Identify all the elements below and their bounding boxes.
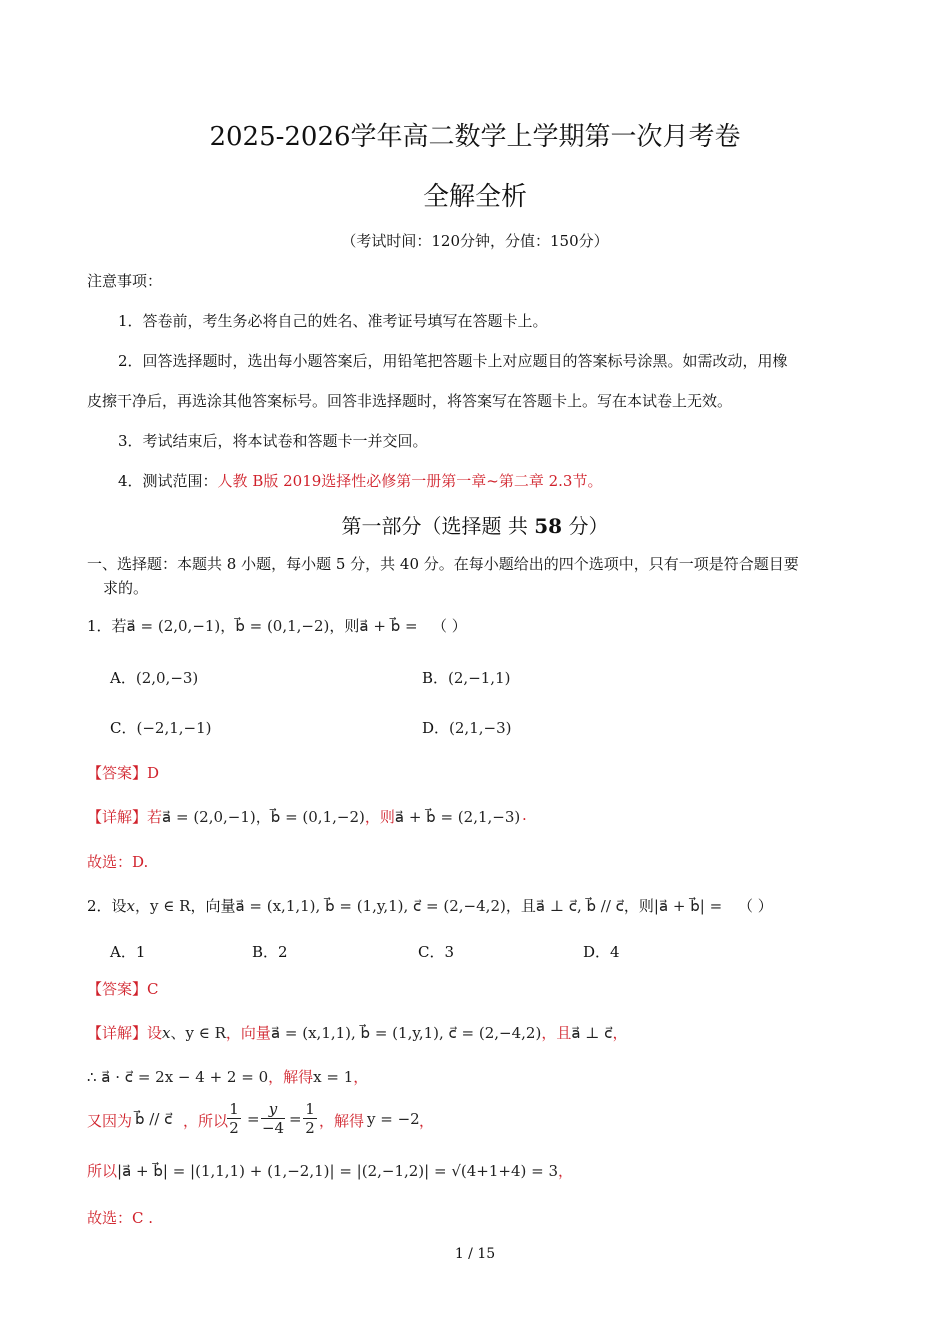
q1-option-a-label: A．	[110, 669, 136, 687]
part1-instructions-line2: 求的。	[103, 579, 149, 597]
q2-step3-math: |a⃗ + b⃗| = |(1,1,1) + (1,−2,1)| = |(2,−1,2)| = √(4+1+4) = 3	[117, 1162, 558, 1180]
q1-option-a-value: (2,0,−3)	[135, 669, 199, 687]
part1-title	[0, 510, 950, 539]
q2-step1-math: ∴ a⃗ · c⃗ = 2x − 4 + 2 = 0	[87, 1068, 269, 1086]
q2-step2-frac1-num: 1	[227, 1100, 241, 1119]
q2-step2-frac3-num: 1	[303, 1100, 317, 1119]
q2-step1-text: ，解得	[268, 1068, 314, 1086]
q1-detail	[87, 806, 520, 827]
q1-option-c-label: C．	[110, 719, 137, 737]
q2-detail-vector-label: ，向量	[225, 1024, 271, 1042]
question-2-stem	[87, 895, 722, 916]
q2-condition-label: ，且	[505, 897, 536, 915]
q1-detail-end: .	[522, 806, 527, 824]
note-item-4-range: 人教 B版 2019选择性必修第一册第一章~第二章 2.3节。	[217, 472, 603, 490]
q1-choose: 故选：D.	[87, 853, 149, 871]
q2-condition: a⃗ ⊥ c⃗, b⃗ // c⃗	[535, 897, 624, 915]
q2-answer	[87, 978, 159, 999]
q2-step2-eq-1: =	[247, 1110, 260, 1128]
q2-step-3	[87, 1160, 573, 1181]
q2-step2-end: ，	[419, 1112, 435, 1130]
q2-step2-so: ，所以	[183, 1112, 229, 1130]
note-item-4-prefix: 4．测试范围：	[118, 472, 218, 490]
q2-step2-fraction-2	[261, 1100, 285, 1137]
q1-answer-paren: （ ）	[432, 617, 467, 635]
q1-expression: a⃗ + b⃗ =	[359, 617, 418, 635]
q2-choose: 故选：C .	[87, 1209, 154, 1227]
q1-number: 1．若	[87, 617, 127, 635]
q1-answer	[87, 762, 159, 783]
q1-then: ，则	[329, 617, 360, 635]
q1-detail-label: 【详解】	[87, 808, 148, 826]
q1-option-c-value: (−2,1,−1)	[136, 719, 212, 737]
q2-step2-eq-2: =	[289, 1110, 302, 1128]
q1-option-b-value: (2,−1,1)	[448, 669, 511, 687]
q2-detail-set: 设	[147, 1024, 163, 1042]
q2-step2-frac3-den: 2	[305, 1119, 315, 1137]
q2-detail-x: x	[162, 1024, 171, 1042]
q1-vector-b: b⃗ = (0,1,−2)	[235, 617, 330, 635]
q2-option-b: B．2	[252, 943, 288, 961]
q2-answer-paren: （ ）	[738, 897, 773, 915]
q2-answer-label: 【答案】	[87, 980, 148, 998]
q1-sep: ，	[220, 617, 236, 635]
q2-then: ，则	[623, 897, 654, 915]
q2-step2-condition: b⃗ // c⃗	[135, 1110, 173, 1128]
q2-detail-label: 【详解】	[87, 1024, 148, 1042]
q1-detail-then: ，则	[364, 808, 395, 826]
q2-option-a: A．1	[110, 943, 146, 961]
q2-step2-frac1-den: 2	[229, 1119, 239, 1137]
q1-detail-if: 若	[147, 808, 163, 826]
q2-step3-end: ，	[558, 1162, 574, 1180]
note-item-2-line2: 皮擦干净后，再选涂其他答案标号。回答非选择题时，将答案写在答题卡上。写在本试卷上无效。	[87, 392, 733, 410]
part1-instructions-line1: 一、选择题：本题共 8 小题，每小题 5 分，共 40 分。在每小题给出的四个选项中，只有一项是符合题目要	[87, 555, 799, 573]
q1-detail-a: a⃗ = (2,0,−1)	[162, 808, 256, 826]
q2-expression: |a⃗ + b⃗| =	[653, 897, 723, 915]
q2-y-in-r: ，y ∈ R	[135, 897, 191, 915]
q2-step2-frac2-num: y	[261, 1100, 285, 1119]
q1-detail-b: ，b⃗ = (0,1,−2)	[255, 808, 365, 826]
q2-step3-prefix: 所以	[87, 1162, 118, 1180]
page-subtitle: 全解全析	[422, 182, 527, 212]
q2-detail-condition-label: ，且	[541, 1024, 572, 1042]
q2-step1-result: x = 1	[313, 1068, 354, 1086]
q1-option-a	[110, 667, 198, 688]
q2-detail	[87, 1022, 627, 1043]
q1-option-d-label: D．	[422, 719, 450, 737]
q2-step2-frac2-den: −4	[261, 1119, 285, 1137]
q2-number: 2．设	[87, 897, 127, 915]
q1-option-c	[110, 717, 212, 738]
page-number: 1 / 15	[454, 1246, 496, 1262]
q1-option-b	[422, 667, 510, 688]
q2-option-c: C．3	[418, 943, 455, 961]
q2-step2-fraction-3	[303, 1100, 317, 1137]
page-title: 2025-2026学年高二数学上学期第一次月考卷	[209, 122, 741, 152]
q2-step-1	[87, 1066, 368, 1087]
q2-detail-y-in-r: 、y ∈ R	[170, 1024, 226, 1042]
q1-answer-value: D	[147, 764, 160, 782]
note-item-1: 1．答卷前，考生务必将自己的姓名、准考证号填写在答题卡上。	[118, 312, 548, 330]
q2-detail-condition: a⃗ ⊥ c⃗	[571, 1024, 613, 1042]
q1-detail-result: a⃗ + b⃗ = (2,1,−3)	[394, 808, 521, 826]
q1-option-d-value: (2,1,−3)	[449, 719, 512, 737]
q2-step2-result: y = −2	[367, 1110, 420, 1128]
q1-option-d	[422, 717, 511, 738]
q2-answer-value: C	[147, 980, 159, 998]
q2-vectors: a⃗ = (x,1,1), b⃗ = (1,y,1), c⃗ = (2,−4,2)	[235, 897, 506, 915]
note-item-4	[118, 470, 602, 491]
question-1-stem	[87, 615, 418, 636]
q2-step2-fraction-1	[227, 1100, 241, 1137]
q2-step2-solve: ，解得	[319, 1112, 365, 1130]
part1-title-score: 58	[534, 514, 563, 538]
q2-x: x	[126, 897, 136, 915]
notes-heading: 注意事项：	[87, 272, 163, 290]
q1-vector-a: a⃗ = (2,0,−1)	[126, 617, 221, 635]
exam-info: （考试时间：120分钟，分值：150分）	[341, 232, 609, 250]
part1-title-prefix: 第一部分（选择题 共	[341, 514, 535, 538]
q2-detail-comma: ，	[612, 1024, 628, 1042]
q2-option-d: D．4	[583, 943, 620, 961]
q1-option-b-label: B．	[422, 669, 449, 687]
q2-detail-vectors: a⃗ = (x,1,1), b⃗ = (1,y,1), c⃗ = (2,−4,2)	[270, 1024, 542, 1042]
q2-vector-label: ，向量	[190, 897, 236, 915]
q2-step2-prefix: 又因为	[87, 1112, 133, 1130]
q1-answer-label: 【答案】	[87, 764, 148, 782]
part1-title-suffix: 分）	[562, 514, 609, 538]
note-item-3: 3．考试结束后，将本试卷和答题卡一并交回。	[118, 432, 428, 450]
q2-step1-end: ，	[353, 1068, 369, 1086]
note-item-2-line1: 2．回答选择题时，选出每小题答案后，用铅笔把答题卡上对应题目的答案标号涂黑。如需改动，用橡	[118, 352, 788, 370]
